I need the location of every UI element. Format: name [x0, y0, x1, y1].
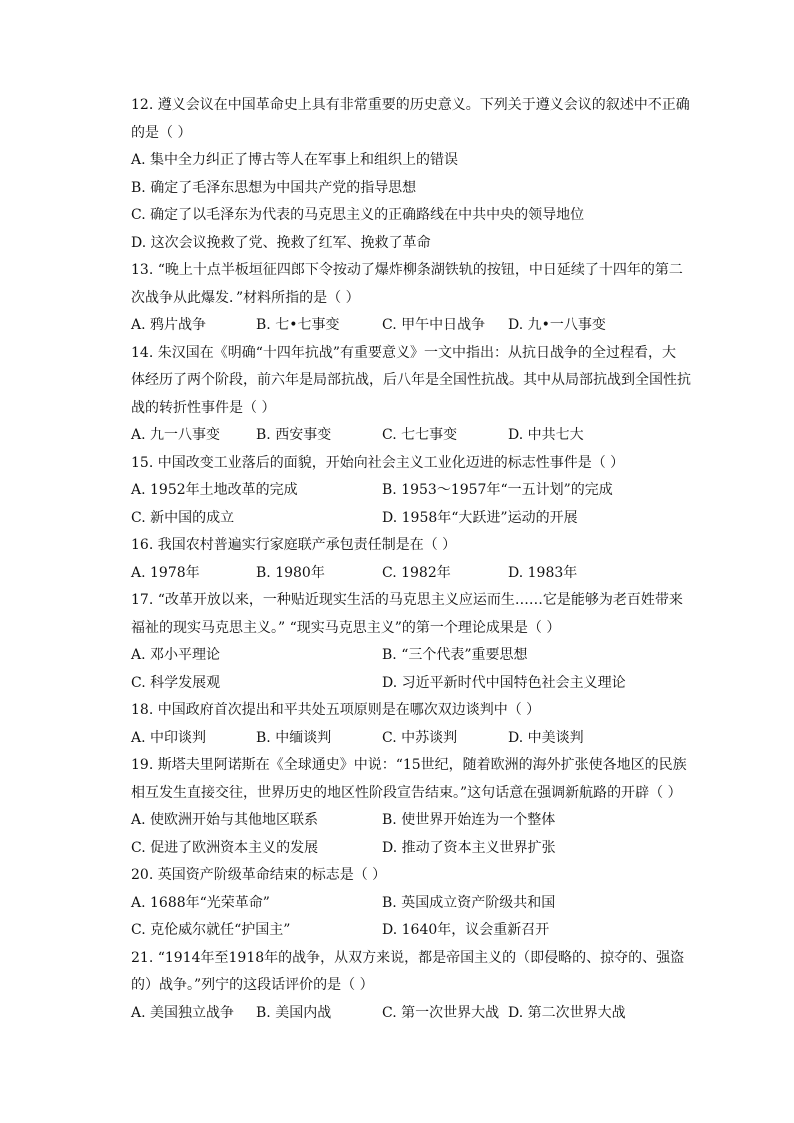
question-14-option-d: D. 中共七大	[508, 427, 584, 443]
question-12-option-a: A. 集中全力纠正了博古等人在军事上和组织上的错误	[131, 152, 459, 168]
question-20-option-d: D. 1640年，议会重新召开	[382, 922, 550, 938]
question-13-option-c: C. 甲午中日战争	[382, 317, 486, 333]
question-20-line-1: 20. 英国资产阶级革命结束的标志是（ ）	[131, 867, 387, 883]
question-21-option-d: D. 第二次世界大战	[508, 1005, 626, 1021]
question-16-line-1: 16. 我国农村普遍实行家庭联产承包责任制是在（ ）	[131, 537, 457, 553]
question-20-option-a: A. 1688年“光荣革命”	[131, 895, 270, 911]
question-18-option-b: B. 中缅谈判	[256, 730, 332, 746]
question-15-option-d: D. 1958年“大跃进”运动的开展	[382, 510, 578, 526]
question-15-option-c: C. 新中国的成立	[131, 510, 235, 526]
question-13-line-1: 13. “晚上十点半板垣征四郎下令按动了爆炸柳条湖铁轨的按钮，中日延续了十四年的第二	[131, 262, 683, 278]
question-17-option-d: D. 习近平新时代中国特色社会主义理论	[382, 675, 626, 691]
question-16-option-b: B. 1980年	[256, 565, 325, 581]
question-21-line-2: 的）战争。”列宁的这段话评价的是（ ）	[131, 977, 374, 993]
question-12-line-2: 的是（ ）	[131, 125, 192, 141]
question-12-option-c: C. 确定了以毛泽东为代表的马克思主义的正确路线在中共中央的领导地位	[131, 207, 585, 223]
question-14-line-2: 体经历了两个阶段，前六年是局部抗战，后八年是全国性抗战。其中从局部抗战到全国性抗	[131, 372, 691, 388]
question-17-option-b: B. “三个代表”重要思想	[382, 647, 528, 663]
question-18-option-c: C. 中苏谈判	[382, 730, 458, 746]
question-21-option-a: A. 美国独立战争	[131, 1005, 235, 1021]
question-21-option-c: C. 第一次世界大战	[382, 1005, 500, 1021]
question-13-option-d: D. 九•一八事变	[508, 317, 606, 333]
question-12-line-1: 12. 遵义会议在中国革命史上具有非常重要的历史意义。下列关于遵义会议的叙述中不正确	[131, 97, 690, 113]
question-17-line-2: 福祉的现实马克思主义。” “现实马克思主义”的第一个理论成果是（ ）	[131, 620, 561, 636]
question-17-option-c: C. 科学发展观	[131, 675, 221, 691]
question-17-option-a: A. 邓小平理论	[131, 647, 221, 663]
question-20-option-c: C. 克伦威尔就任“护国主”	[131, 922, 291, 938]
question-14-option-c: C. 七七事变	[382, 427, 458, 443]
question-19-option-b: B. 使世界开始连为一个整体	[382, 812, 556, 828]
question-12-option-b: B. 确定了毛泽东思想为中国共产党的指导思想	[131, 180, 417, 196]
question-14-option-a: A. 九一八事变	[131, 427, 221, 443]
question-19-line-1: 19. 斯塔夫里阿诺斯在《全球通史》中说：“15世纪，随着欧洲的海外扩张使各地区的民族	[131, 757, 687, 773]
question-13-option-a: A. 鸦片战争	[131, 317, 207, 333]
question-19-option-a: A. 使欧洲开始与其他地区联系	[131, 812, 319, 828]
question-13-line-2: 次战争从此爆发．”材料所指的是（ ）	[131, 290, 360, 306]
question-17-line-1: 17. “改革开放以来，一种贴近现实生活的马克思主义应运而生……它是能够为老百姓带来	[131, 592, 683, 608]
question-16-option-c: C. 1982年	[382, 565, 451, 581]
question-21-line-1: 21. “1914年至1918年的战争，从双方来说，都是帝国主义的（即侵略的、掠夺的、强盗	[131, 950, 685, 966]
question-19-option-d: D. 推动了资本主义世界扩张	[382, 840, 556, 856]
question-15-option-a: A. 1952年土地改革的完成	[131, 482, 298, 498]
question-15-line-1: 15. 中国改变工业落后的面貌，开始向社会主义工业化迈进的标志性事件是（ ）	[131, 455, 625, 471]
question-18-option-a: A. 中印谈判	[131, 730, 207, 746]
question-21-option-b: B. 美国内战	[256, 1005, 332, 1021]
question-15-option-b: B. 1953～1957年“一五计划”的完成	[382, 482, 613, 498]
question-16-option-d: D. 1983年	[508, 565, 578, 581]
question-16-option-a: A. 1978年	[131, 565, 200, 581]
question-13-option-b: B. 七•七事变	[256, 317, 340, 333]
question-19-option-c: C. 促进了欧洲资本主义的发展	[131, 840, 319, 856]
question-20-option-b: B. 英国成立资产阶级共和国	[382, 895, 556, 911]
question-12-option-d: D. 这次会议挽救了党、挽救了红军、挽救了革命	[131, 235, 431, 251]
question-18-option-d: D. 中美谈判	[508, 730, 584, 746]
question-14-option-b: B. 西安事变	[256, 427, 332, 443]
question-14-line-3: 战的转折性事件是（ ）	[131, 400, 276, 416]
question-19-line-2: 相互发生直接交往，世界历史的地区性阶段宣告结束。”这句话意在强调新航路的开辟（ ）	[131, 785, 682, 801]
question-14-line-1: 14. 朱汉国在《明确“十四年抗战”有重要意义》一文中指出：从抗日战争的全过程看，大	[131, 345, 677, 361]
question-18-line-1: 18. 中国政府首次提出和平共处五项原则是在哪次双边谈判中（ ）	[131, 702, 541, 718]
